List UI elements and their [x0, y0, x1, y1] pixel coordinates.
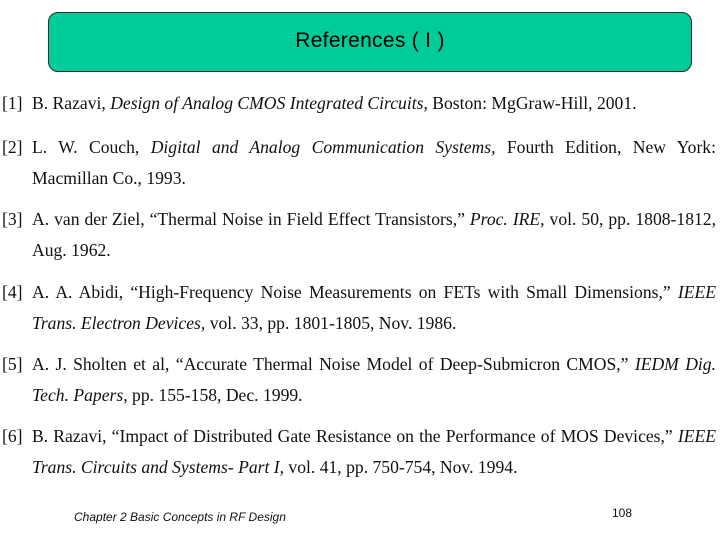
reference-item [0, 349, 716, 411]
reference-authors: A. J. Sholten et al, “Accurate Thermal Noise Model of Deep-Submicron CMOS,” [32, 354, 635, 374]
reference-details: Fourth Edition, New York: Macmillan Co., 1993. [32, 137, 716, 188]
reference-authors: B. Razavi, [32, 93, 111, 113]
reference-details: vol. 41, pp. 750-754, Nov. 1994. [284, 457, 518, 477]
reference-number: [2] [2, 137, 23, 157]
reference-source: IEDM Dig. Tech. Papers, [32, 354, 716, 405]
slide-title: References ( I ) [295, 29, 445, 52]
reference-item [0, 204, 716, 266]
reference-text [32, 204, 716, 266]
reference-text [32, 349, 716, 411]
reference-number: [3] [2, 209, 23, 229]
reference-source: Proc. IRE [469, 209, 541, 229]
reference-authors: A. A. Abidi, “High-Frequency Noise Measurements on FETs with Small Dimensions,” [32, 282, 678, 302]
reference-text [32, 421, 716, 483]
reference-number: [1] [2, 93, 23, 113]
reference-authors: L. W. Couch, [32, 137, 151, 157]
reference-authors: B. Razavi, “Impact of Distributed Gate Resistance on the Performance of MOS Devices,” [32, 426, 678, 446]
reference-details: , vol. 50, pp. 1808-1812, Aug. 1962. [32, 209, 716, 260]
reference-source: IEEE Trans. Electron Devices, [32, 282, 716, 333]
reference-authors: A. van der Ziel, “Thermal Noise in Field Effect Transistors,” [32, 209, 470, 229]
reference-details: Boston: Mg [427, 93, 516, 113]
reference-text [32, 88, 716, 119]
reference-details: pp. 155-158, Dec. 1999. [127, 385, 303, 405]
footer-page-number: 108 [612, 506, 633, 520]
reference-number: [5] [2, 354, 23, 374]
title-banner [48, 12, 692, 72]
reference-details: vol. 33, pp. 1801-1805, Nov. 1986. [205, 313, 457, 333]
reference-number: [4] [2, 282, 23, 302]
reference-source: Digital and Analog Communication Systems, [150, 137, 496, 157]
reference-details: Graw-Hill, 2001. [515, 93, 637, 113]
reference-item [0, 88, 716, 119]
reference-item [0, 277, 716, 339]
footer-chapter: Chapter 2 Basic Concepts in RF Design [74, 510, 286, 524]
reference-item [0, 132, 716, 194]
reference-text [32, 277, 716, 339]
reference-item [0, 421, 716, 483]
reference-number: [6] [2, 426, 23, 446]
reference-source: Design of Analog CMOS Integrated Circuits, [110, 93, 428, 113]
reference-source: IEEE Trans. Circuits and Systems- Part I, [32, 426, 716, 477]
reference-text [32, 132, 716, 194]
